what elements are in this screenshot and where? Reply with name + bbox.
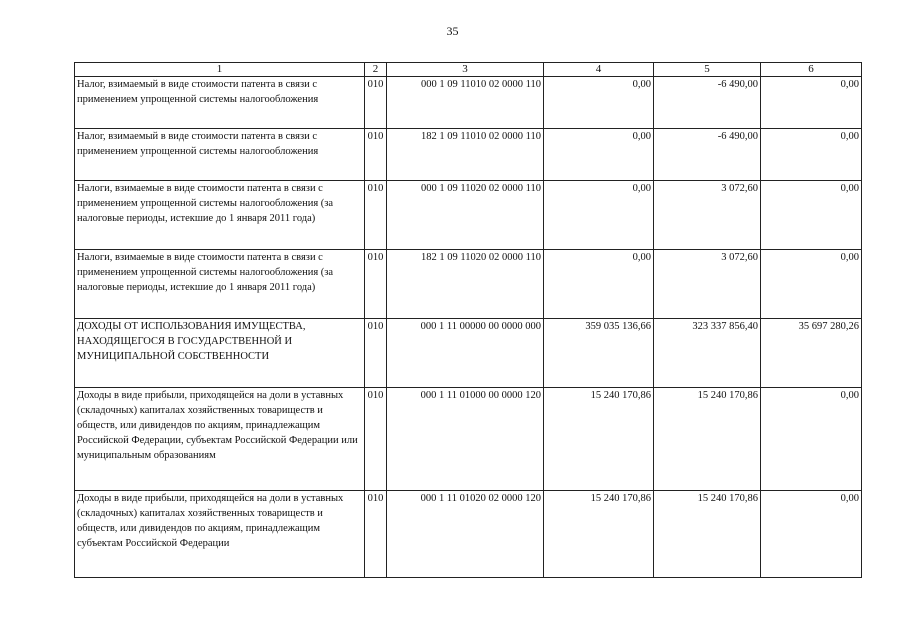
table-row <box>75 129 862 181</box>
row-line-code: 010 <box>365 181 387 250</box>
table-row <box>75 181 862 250</box>
row-value-4: 0,00 <box>544 129 654 181</box>
row-value-5: 323 337 856,40 <box>654 319 761 388</box>
row-budget-code: 000 1 09 11010 02 0000 110 <box>387 77 544 129</box>
row-name: ДОХОДЫ ОТ ИСПОЛЬЗОВАНИЯ ИМУЩЕСТВА, НАХОДЯЩЕГОСЯ В ГОСУДАРСТВЕННОЙ И МУНИЦИПАЛЬНОЙ СОБСТВЕННОСТИ <box>75 319 365 388</box>
header-col-1: 1 <box>75 63 365 77</box>
table-row <box>75 491 862 578</box>
row-value-4: 15 240 170,86 <box>544 491 654 578</box>
header-col-2: 2 <box>365 63 387 77</box>
header-col-6: 6 <box>761 63 862 77</box>
row-value-4: 0,00 <box>544 77 654 129</box>
row-value-5: 3 072,60 <box>654 181 761 250</box>
header-col-4: 4 <box>544 63 654 77</box>
row-value-5: 3 072,60 <box>654 250 761 319</box>
row-name: Налоги, взимаемые в виде стоимости патента в связи с применением упрощенной системы налогообложения (за налоговые периоды, истекшие до 1 января 2011 года) <box>75 181 365 250</box>
row-line-code: 010 <box>365 319 387 388</box>
row-name: Доходы в виде прибыли, приходящейся на доли в уставных (складочных) капиталах хозяйственных товариществ и обществ, или дивидендов по акциям, принадлежащим субъектам Российской Федерации <box>75 491 365 578</box>
row-value-6: 0,00 <box>761 181 862 250</box>
row-budget-code: 000 1 11 01000 00 0000 120 <box>387 388 544 491</box>
header-row <box>75 63 862 77</box>
row-value-5: 15 240 170,86 <box>654 388 761 491</box>
row-value-6: 0,00 <box>761 491 862 578</box>
row-line-code: 010 <box>365 388 387 491</box>
row-value-4: 0,00 <box>544 181 654 250</box>
report-table <box>74 62 862 578</box>
row-budget-code: 182 1 09 11010 02 0000 110 <box>387 129 544 181</box>
table-row <box>75 77 862 129</box>
row-budget-code: 000 1 11 00000 00 0000 000 <box>387 319 544 388</box>
row-value-5: -6 490,00 <box>654 77 761 129</box>
row-name: Налоги, взимаемые в виде стоимости патента в связи с применением упрощенной системы налогообложения (за налоговые периоды, истекшие до 1 января 2011 года) <box>75 250 365 319</box>
page-number: 35 <box>446 24 459 38</box>
row-budget-code: 000 1 11 01020 02 0000 120 <box>387 491 544 578</box>
row-name: Доходы в виде прибыли, приходящейся на доли в уставных (складочных) капиталах хозяйственных товариществ и обществ, или дивидендов по акциям, принадлежащим Российской Федерации, субъектам Российской Федерации или муниципальным образованиям <box>75 388 365 491</box>
row-line-code: 010 <box>365 129 387 181</box>
row-name: Налог, взимаемый в виде стоимости патента в связи с применением упрощенной системы налогообложения <box>75 77 365 129</box>
row-value-4: 15 240 170,86 <box>544 388 654 491</box>
row-value-6: 0,00 <box>761 129 862 181</box>
row-value-4: 359 035 136,66 <box>544 319 654 388</box>
row-budget-code: 000 1 09 11020 02 0000 110 <box>387 181 544 250</box>
header-col-3: 3 <box>387 63 544 77</box>
row-line-code: 010 <box>365 77 387 129</box>
row-value-5: 15 240 170,86 <box>654 491 761 578</box>
row-value-6: 0,00 <box>761 250 862 319</box>
row-line-code: 010 <box>365 491 387 578</box>
row-value-5: -6 490,00 <box>654 129 761 181</box>
table-row <box>75 319 862 388</box>
table-row <box>75 388 862 491</box>
row-name: Налог, взимаемый в виде стоимости патента в связи с применением упрощенной системы налогообложения <box>75 129 365 181</box>
row-line-code: 010 <box>365 250 387 319</box>
header-col-5: 5 <box>654 63 761 77</box>
row-value-6: 0,00 <box>761 388 862 491</box>
row-value-4: 0,00 <box>544 250 654 319</box>
row-budget-code: 182 1 09 11020 02 0000 110 <box>387 250 544 319</box>
row-value-6: 35 697 280,26 <box>761 319 862 388</box>
table-row <box>75 250 862 319</box>
row-value-6: 0,00 <box>761 77 862 129</box>
